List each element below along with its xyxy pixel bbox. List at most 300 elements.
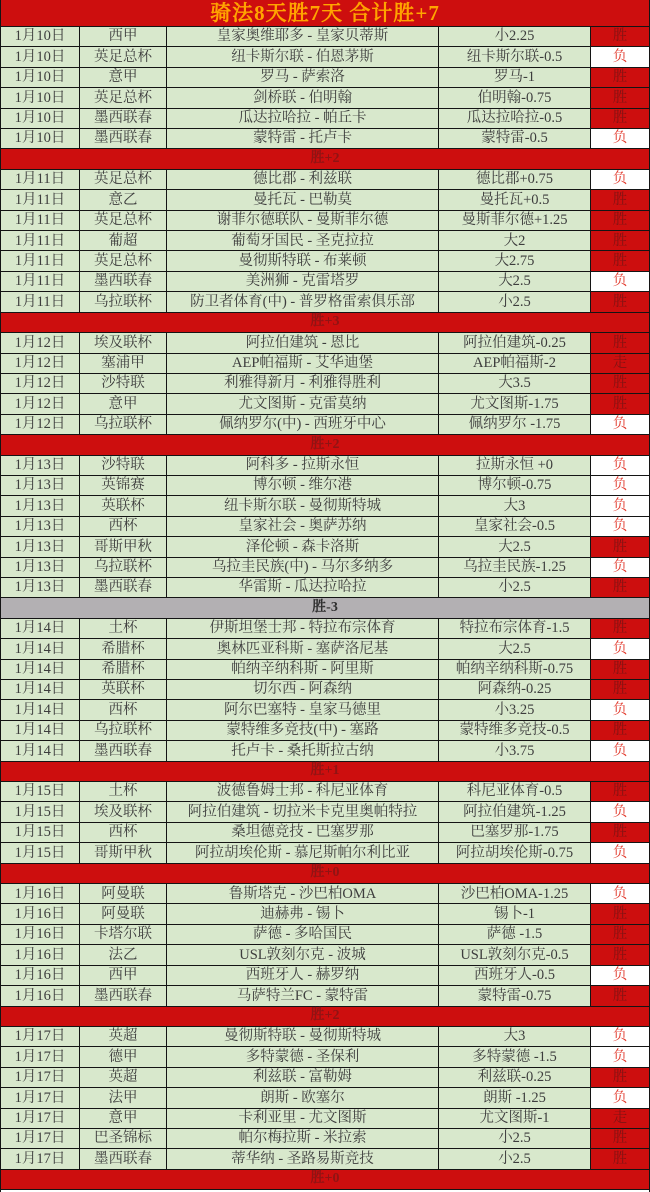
date-cell: 1月11日	[14, 171, 66, 188]
date-cell: 1月17日	[14, 1130, 66, 1147]
league-cell: 意甲	[79, 1109, 166, 1128]
league-cell: 墨西联春	[79, 109, 166, 128]
date-cell: 1月16日	[14, 926, 66, 943]
table-row	[1, 1109, 649, 1129]
bet-cell: 大3	[438, 496, 590, 515]
bet-cell: 大3.5	[438, 374, 590, 393]
table-row	[1, 190, 649, 210]
result-cell: 负	[590, 802, 649, 821]
league-cell: 埃及联杯	[79, 802, 166, 821]
result-cell: 胜	[590, 88, 649, 107]
match-cell: 曼彻斯特联 - 曼彻斯特城	[166, 1027, 438, 1046]
table-row	[1, 680, 649, 700]
result-cell: 胜	[590, 231, 649, 250]
bet-cell: 大3	[438, 1027, 590, 1046]
day-summary-label: 胜+3	[310, 314, 340, 330]
result-cell: 胜	[590, 680, 649, 699]
match-cell: 泽伦顿 - 森卡洛斯	[166, 537, 438, 556]
bet-cell: 皇家社会-0.5	[438, 517, 590, 536]
match-cell: 谢菲尔德联队 - 曼斯菲尔德	[166, 211, 438, 230]
match-cell: 帕纳辛纳科斯 - 阿里斯	[166, 660, 438, 679]
date-cell: 1月14日	[14, 701, 66, 718]
bet-cell: 大2.5	[438, 639, 590, 658]
match-cell: 伊斯坦堡士邦 - 特拉布宗体育	[166, 619, 438, 638]
match-cell: 卡利亚里 - 尤文图斯	[166, 1109, 438, 1128]
result-cell: 胜	[590, 292, 649, 311]
date-cell: 1月13日	[14, 456, 66, 473]
date-cell: 1月15日	[14, 844, 66, 861]
table-row	[1, 27, 649, 47]
table-row	[1, 619, 649, 639]
result-cell: 胜	[590, 109, 649, 128]
date-cell: 1月17日	[14, 1089, 66, 1106]
match-cell: 纽卡斯尔联 - 伯恩茅斯	[166, 47, 438, 66]
table-row	[1, 966, 649, 986]
day-summary-label: 胜+2	[310, 436, 340, 452]
league-cell: 英联杯	[79, 680, 166, 699]
result-cell: 胜	[590, 211, 649, 230]
bet-cell: 小2.5	[438, 292, 590, 311]
league-cell: 英足总杯	[79, 211, 166, 230]
bet-cell: 纽卡斯尔联-0.5	[438, 47, 590, 66]
league-cell: 埃及联杯	[79, 333, 166, 352]
bet-cell: 小2.5	[438, 578, 590, 597]
result-cell: 胜	[590, 251, 649, 270]
match-cell: 皇家奥维耶多 - 皇家贝蒂斯	[166, 27, 438, 46]
bet-cell: 小3.75	[438, 741, 590, 760]
table-row	[1, 578, 649, 598]
league-cell: 意乙	[79, 190, 166, 209]
result-cell: 胜	[590, 823, 649, 842]
table-row	[1, 1088, 649, 1108]
result-cell: 负	[590, 272, 649, 291]
result-cell: 负	[590, 1088, 649, 1107]
day-summary-label: 胜-3	[312, 600, 338, 616]
table-row	[1, 1027, 649, 1047]
bet-cell: 小2.25	[438, 27, 590, 46]
match-cell: 乌拉圭民族(中) - 马尔多纳多	[166, 558, 438, 577]
table-row	[1, 925, 649, 945]
match-cell: 美洲狮 - 克雷塔罗	[166, 272, 438, 291]
date-cell: 1月17日	[14, 1028, 66, 1045]
table-row	[1, 639, 649, 659]
bet-cell: 尤文图斯-1.75	[438, 394, 590, 413]
league-cell: 意甲	[79, 68, 166, 87]
table-row	[1, 904, 649, 924]
date-cell: 1月10日	[14, 110, 66, 127]
league-cell: 西甲	[79, 966, 166, 985]
bet-cell: AEP帕福斯-2	[438, 354, 590, 373]
day-summary-label: 胜+0	[310, 1171, 340, 1187]
table-row	[1, 884, 649, 904]
table-row	[1, 1068, 649, 1088]
league-cell: 葡超	[79, 231, 166, 250]
league-cell: 乌拉联杯	[79, 292, 166, 311]
bet-cell: 伯明翰-0.75	[438, 88, 590, 107]
match-cell: 纽卡斯尔联 - 曼彻斯特城	[166, 496, 438, 515]
date-cell: 1月11日	[14, 252, 66, 269]
table-row	[1, 700, 649, 720]
date-cell: 1月14日	[14, 681, 66, 698]
bet-cell: 瓜达拉哈拉-0.5	[438, 109, 590, 128]
result-cell: 负	[590, 966, 649, 985]
match-cell: 防卫者体育(中) - 普罗格雷索俱乐部	[166, 292, 438, 311]
bet-cell: 小2.5	[438, 1149, 590, 1168]
bet-cell: 大2	[438, 231, 590, 250]
bet-cell: 帕纳辛纳科斯-0.75	[438, 660, 590, 679]
date-cell: 1月13日	[14, 477, 66, 494]
league-cell: 英联杯	[79, 496, 166, 515]
date-cell: 1月15日	[14, 803, 66, 820]
table-row	[1, 660, 649, 680]
date-cell: 1月16日	[14, 905, 66, 922]
table-row	[1, 496, 649, 516]
result-cell: 胜	[590, 925, 649, 944]
bet-cell: 曼斯菲尔德+1.25	[438, 211, 590, 230]
result-cell: 负	[590, 129, 649, 148]
date-cell: 1月12日	[14, 395, 66, 412]
date-cell: 1月12日	[14, 354, 66, 371]
result-cell: 胜	[590, 782, 649, 801]
bet-cell: 蒙特维多竞技-0.5	[438, 721, 590, 740]
date-cell: 1月10日	[14, 89, 66, 106]
date-cell: 1月12日	[14, 334, 66, 351]
bet-cell: 阿拉胡埃伦斯-0.75	[438, 843, 590, 862]
bet-cell: 拉斯永恒 +0	[438, 456, 590, 475]
table-row	[1, 129, 649, 149]
league-cell: 英足总杯	[79, 251, 166, 270]
date-cell: 1月14日	[14, 640, 66, 657]
league-cell: 墨西联春	[79, 741, 166, 760]
result-cell: 负	[590, 476, 649, 495]
match-cell: 萨德 - 多哈国民	[166, 925, 438, 944]
date-cell: 1月15日	[14, 783, 66, 800]
match-cell: 阿科多 - 拉斯永恒	[166, 456, 438, 475]
date-cell: 1月10日	[14, 69, 66, 86]
table-row	[1, 88, 649, 108]
match-cell: 西班牙人 - 赫罗纳	[166, 966, 438, 985]
day-summary-row	[1, 149, 649, 169]
result-cell: 胜	[590, 578, 649, 597]
result-cell: 胜	[590, 945, 649, 964]
table-row	[1, 68, 649, 88]
table-row	[1, 333, 649, 353]
result-cell: 负	[590, 517, 649, 536]
league-cell: 墨西联春	[79, 578, 166, 597]
league-cell: 英足总杯	[79, 47, 166, 66]
match-cell: 鲁斯塔克 - 沙巴柏OMA	[166, 884, 438, 903]
day-summary-label: 胜+0	[310, 865, 340, 881]
match-cell: 罗马 - 萨索洛	[166, 68, 438, 87]
bet-cell: 特拉布宗体育-1.5	[438, 619, 590, 638]
date-cell: 1月16日	[14, 967, 66, 984]
match-cell: 马萨特兰FC - 蒙特雷	[166, 986, 438, 1005]
date-cell: 1月14日	[14, 620, 66, 637]
table-row	[1, 843, 649, 863]
league-cell: 希腊杯	[79, 660, 166, 679]
result-cell: 负	[590, 843, 649, 862]
match-cell: 阿拉胡埃伦斯 - 慕尼斯帕尔利比亚	[166, 843, 438, 862]
league-cell: 墨西联春	[79, 272, 166, 291]
match-cell: 尤文图斯 - 克雷莫纳	[166, 394, 438, 413]
league-cell: 沙特联	[79, 374, 166, 393]
match-cell: AEP帕福斯 - 艾华迪堡	[166, 354, 438, 373]
table-row	[1, 517, 649, 537]
bet-cell: 利兹联-0.25	[438, 1068, 590, 1087]
result-cell: 负	[590, 170, 649, 189]
match-cell: USL敦刻尔克 - 波城	[166, 945, 438, 964]
result-cell: 胜	[590, 1068, 649, 1087]
table-row	[1, 741, 649, 761]
result-cell: 胜	[590, 333, 649, 352]
result-cell: 胜	[590, 986, 649, 1005]
result-cell: 负	[590, 558, 649, 577]
league-cell: 德甲	[79, 1047, 166, 1066]
date-cell: 1月11日	[14, 273, 66, 290]
league-cell: 西杯	[79, 517, 166, 536]
match-cell: 波德鲁姆士邦 - 科尼亚体育	[166, 782, 438, 801]
result-cell: 负	[590, 1027, 649, 1046]
date-cell: 1月16日	[14, 885, 66, 902]
table-row	[1, 456, 649, 476]
day-summary-label: 胜+1	[310, 763, 340, 779]
result-cell: 负	[590, 741, 649, 760]
day-summary-row	[1, 762, 649, 782]
match-cell: 曼彻斯特联 - 布莱顿	[166, 251, 438, 270]
match-cell: 多特蒙德 - 圣保利	[166, 1047, 438, 1066]
bet-cell: 佩纳罗尔 -1.75	[438, 415, 590, 434]
match-cell: 利雅得新月 - 利雅得胜利	[166, 374, 438, 393]
league-cell: 墨西联春	[79, 986, 166, 1005]
result-cell: 走	[590, 1109, 649, 1128]
result-cell: 胜	[590, 721, 649, 740]
bet-cell: 大2.5	[438, 272, 590, 291]
date-cell: 1月13日	[14, 559, 66, 576]
table-row	[1, 231, 649, 251]
day-summary-label: 胜+2	[310, 151, 340, 167]
match-cell: 阿尔巴塞特 - 皇家马德里	[166, 700, 438, 719]
table-row	[1, 782, 649, 802]
result-cell: 胜	[590, 660, 649, 679]
league-cell: 哥斯甲秋	[79, 537, 166, 556]
league-cell: 英超	[79, 1027, 166, 1046]
match-cell: 蒙特雷 - 托卢卡	[166, 129, 438, 148]
bet-cell: 萨德 -1.5	[438, 925, 590, 944]
table-row	[1, 537, 649, 557]
bet-cell: 乌拉圭民族-1.25	[438, 558, 590, 577]
match-cell: 葡萄牙国民 - 圣克拉拉	[166, 231, 438, 250]
table-row	[1, 802, 649, 822]
table-row	[1, 823, 649, 843]
league-cell: 阿曼联	[79, 904, 166, 923]
result-cell: 胜	[590, 27, 649, 46]
date-cell: 1月13日	[14, 579, 66, 596]
result-cell: 走	[590, 354, 649, 373]
bet-cell: 曼托瓦+0.5	[438, 190, 590, 209]
bet-cell: 蒙特雷-0.5	[438, 129, 590, 148]
league-cell: 塞浦甲	[79, 354, 166, 373]
table-row	[1, 476, 649, 496]
bet-cell: 大2.75	[438, 251, 590, 270]
match-cell: 利兹联 - 富勒姆	[166, 1068, 438, 1087]
result-cell: 负	[590, 415, 649, 434]
bet-cell: 阿森纳-0.25	[438, 680, 590, 699]
league-cell: 沙特联	[79, 456, 166, 475]
result-cell: 胜	[590, 1149, 649, 1168]
result-cell: 胜	[590, 394, 649, 413]
bet-cell: 锡卜-1	[438, 904, 590, 923]
date-cell: 1月10日	[14, 130, 66, 147]
date-cell: 1月16日	[14, 946, 66, 963]
league-cell: 阿曼联	[79, 884, 166, 903]
result-cell: 负	[590, 496, 649, 515]
bet-cell: 大2.5	[438, 537, 590, 556]
page-title: 骑法8天胜7天 合计胜+7	[210, 0, 440, 25]
match-cell: 蒂华纳 - 圣路易斯竞技	[166, 1149, 438, 1168]
table-row	[1, 1047, 649, 1067]
day-summary-row	[1, 1007, 649, 1027]
table-row	[1, 394, 649, 414]
date-cell: 1月13日	[14, 538, 66, 555]
date-cell: 1月12日	[14, 375, 66, 392]
date-cell: 1月16日	[14, 987, 66, 1004]
date-cell: 1月10日	[14, 28, 66, 45]
table-row	[1, 1129, 649, 1149]
results-table-body	[1, 27, 649, 1190]
match-cell: 帕尔梅拉斯 - 米拉索	[166, 1129, 438, 1148]
match-cell: 蒙特维多竞技(中) - 塞路	[166, 721, 438, 740]
date-cell: 1月11日	[14, 293, 66, 310]
result-cell: 胜	[590, 537, 649, 556]
bet-cell: 尤文图斯-1	[438, 1109, 590, 1128]
table-row	[1, 721, 649, 741]
sheet-header	[1, 0, 649, 27]
date-cell: 1月17日	[14, 1069, 66, 1086]
league-cell: 土杯	[79, 619, 166, 638]
league-cell: 法乙	[79, 945, 166, 964]
table-row	[1, 986, 649, 1006]
result-cell: 负	[590, 1047, 649, 1066]
result-cell: 胜	[590, 904, 649, 923]
result-cell: 负	[590, 456, 649, 475]
match-cell: 曼托瓦 - 巴勒莫	[166, 190, 438, 209]
date-cell: 1月11日	[14, 191, 66, 208]
bet-cell: 阿拉伯建筑-1.25	[438, 802, 590, 821]
date-cell: 1月17日	[14, 1048, 66, 1065]
league-cell: 英足总杯	[79, 170, 166, 189]
match-cell: 剑桥联 - 伯明翰	[166, 88, 438, 107]
match-cell: 朗斯 - 欧塞尔	[166, 1088, 438, 1107]
bet-cell: USL敦刻尔克-0.5	[438, 945, 590, 964]
day-summary-row	[1, 864, 649, 884]
table-row	[1, 1149, 649, 1169]
result-cell: 负	[590, 884, 649, 903]
day-summary-row	[1, 598, 649, 618]
day-summary-label: 胜+2	[310, 1008, 340, 1024]
match-cell: 阿拉伯建筑 - 恩比	[166, 333, 438, 352]
bet-cell: 小2.5	[438, 1129, 590, 1148]
league-cell: 乌拉联杯	[79, 558, 166, 577]
table-row	[1, 211, 649, 231]
league-cell: 墨西联春	[79, 1149, 166, 1168]
date-cell: 1月11日	[14, 232, 66, 249]
bet-cell: 朗斯 -1.25	[438, 1088, 590, 1107]
date-cell: 1月13日	[14, 497, 66, 514]
league-cell: 英超	[79, 1068, 166, 1087]
bet-cell: 西班牙人-0.5	[438, 966, 590, 985]
league-cell: 英锦赛	[79, 476, 166, 495]
bet-cell: 阿拉伯建筑-0.25	[438, 333, 590, 352]
table-row	[1, 170, 649, 190]
league-cell: 巴圣锦标	[79, 1129, 166, 1148]
table-row	[1, 272, 649, 292]
league-cell: 乌拉联杯	[79, 415, 166, 434]
bet-cell: 沙巴柏OMA-1.25	[438, 884, 590, 903]
bet-cell: 多特蒙德 -1.5	[438, 1047, 590, 1066]
table-row	[1, 945, 649, 965]
league-cell: 希腊杯	[79, 639, 166, 658]
league-cell: 墨西联春	[79, 129, 166, 148]
match-cell: 奥林匹亚科斯 - 塞萨洛尼基	[166, 639, 438, 658]
match-cell: 佩纳罗尔(中) - 西班牙中心	[166, 415, 438, 434]
date-cell: 1月14日	[14, 722, 66, 739]
result-cell: 胜	[590, 190, 649, 209]
bet-cell: 小3.25	[438, 700, 590, 719]
bet-cell: 科尼亚体育-0.5	[438, 782, 590, 801]
league-cell: 西甲	[79, 27, 166, 46]
day-summary-row	[1, 435, 649, 455]
date-cell: 1月15日	[14, 824, 66, 841]
match-cell: 托卢卡 - 桑托斯拉古纳	[166, 741, 438, 760]
match-cell: 瓜达拉哈拉 - 帕丘卡	[166, 109, 438, 128]
table-row	[1, 354, 649, 374]
result-cell: 胜	[590, 1129, 649, 1148]
match-cell: 迪赫弗 - 锡卜	[166, 904, 438, 923]
table-row	[1, 415, 649, 435]
league-cell: 卡塔尔联	[79, 925, 166, 944]
bet-cell: 巴塞罗那-1.75	[438, 823, 590, 842]
table-row	[1, 109, 649, 129]
result-cell: 负	[590, 639, 649, 658]
match-cell: 华雷斯 - 瓜达拉哈拉	[166, 578, 438, 597]
bet-cell: 德比郡+0.75	[438, 170, 590, 189]
date-cell: 1月14日	[14, 661, 66, 678]
league-cell: 乌拉联杯	[79, 721, 166, 740]
result-cell: 胜	[590, 68, 649, 87]
match-cell: 桑坦德竞技 - 巴塞罗那	[166, 823, 438, 842]
league-cell: 土杯	[79, 782, 166, 801]
league-cell: 法甲	[79, 1088, 166, 1107]
result-cell: 胜	[590, 619, 649, 638]
match-cell: 切尔西 - 阿森纳	[166, 680, 438, 699]
table-row	[1, 558, 649, 578]
league-cell: 英足总杯	[79, 88, 166, 107]
match-cell: 阿拉伯建筑 - 切拉米卡克里奥帕特拉	[166, 802, 438, 821]
date-cell: 1月14日	[14, 742, 66, 759]
result-cell: 胜	[590, 374, 649, 393]
league-cell: 意甲	[79, 394, 166, 413]
table-row	[1, 47, 649, 67]
match-cell: 德比郡 - 利兹联	[166, 170, 438, 189]
day-summary-row	[1, 313, 649, 333]
bet-cell: 蒙特雷-0.75	[438, 986, 590, 1005]
league-cell: 西杯	[79, 700, 166, 719]
day-summary-row	[1, 1170, 649, 1190]
date-cell: 1月12日	[14, 416, 66, 433]
table-row	[1, 292, 649, 312]
result-cell: 负	[590, 700, 649, 719]
date-cell: 1月17日	[14, 1150, 66, 1167]
